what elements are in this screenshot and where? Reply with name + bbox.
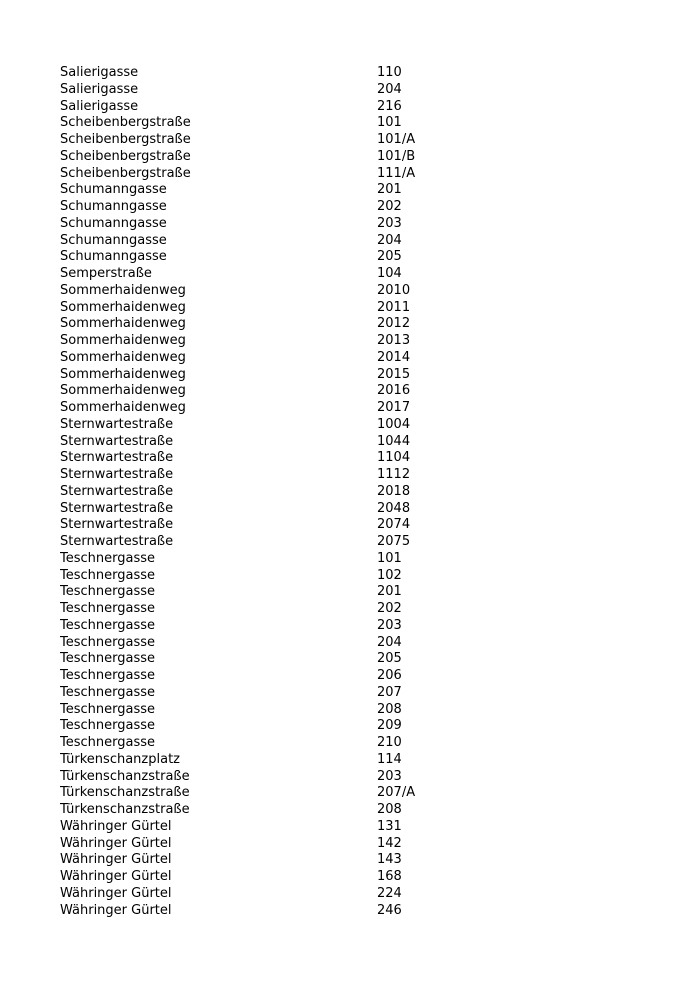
address-row <box>60 199 640 216</box>
house-number: 1044 <box>377 433 411 449</box>
street-name: Sommerhaidenweg <box>60 333 186 348</box>
address-row <box>60 115 640 132</box>
address-row <box>60 852 640 869</box>
house-number: 2074 <box>377 517 411 533</box>
address-row <box>60 316 640 333</box>
address-row <box>60 467 640 484</box>
street-name: Sternwartestraße <box>60 450 174 466</box>
street-name: Sternwartestraße <box>60 467 174 482</box>
house-number: 204 <box>377 232 402 248</box>
address-row <box>60 132 640 149</box>
house-number: 208 <box>377 802 402 817</box>
address-row <box>60 249 640 266</box>
street-name: Sommerhaidenweg <box>60 383 186 399</box>
street-name: Salierigasse <box>60 98 139 114</box>
house-number: 101 <box>377 550 402 566</box>
house-number: 1112 <box>377 467 411 482</box>
address-row <box>60 417 640 434</box>
house-number: 216 <box>377 98 402 114</box>
address-row <box>60 501 640 518</box>
street-name: Sommerhaidenweg <box>60 366 186 382</box>
house-number: 208 <box>377 701 402 717</box>
street-name: Teschnergasse <box>60 567 156 583</box>
house-number: 224 <box>377 885 402 901</box>
street-name: Türkenschanzstraße <box>60 785 190 801</box>
house-number: 2075 <box>377 534 411 549</box>
street-name: Teschnergasse <box>60 584 156 600</box>
address-row <box>60 668 640 685</box>
street-name: Sommerhaidenweg <box>60 349 186 365</box>
house-number: 203 <box>377 768 402 784</box>
house-number: 201 <box>377 182 402 198</box>
street-name: Sommerhaidenweg <box>60 299 186 315</box>
address-row <box>60 99 640 116</box>
house-number: 111/A <box>377 165 416 181</box>
street-name: Teschnergasse <box>60 601 156 616</box>
house-number: 204 <box>377 81 402 97</box>
street-name: Semperstraße <box>60 266 152 281</box>
house-number: 1004 <box>377 416 411 432</box>
house-number: 202 <box>377 199 402 214</box>
street-name: Türkenschanzstraße <box>60 768 190 784</box>
address-row <box>60 651 640 668</box>
address-row <box>60 182 640 199</box>
address-row <box>60 450 640 467</box>
house-number: 2015 <box>377 366 411 382</box>
street-name: Währinger Gürtel <box>60 902 172 918</box>
street-name: Türkenschanzstraße <box>60 802 190 817</box>
house-number: 168 <box>377 869 402 884</box>
address-row <box>60 886 640 903</box>
street-name: Schumanngasse <box>60 215 167 231</box>
street-name: Salierigasse <box>60 81 139 97</box>
address-row <box>60 551 640 568</box>
house-number: 2017 <box>377 400 411 415</box>
street-name: Salierigasse <box>60 65 139 80</box>
address-row <box>60 568 640 585</box>
address-list <box>60 65 640 919</box>
address-row <box>60 65 640 82</box>
address-row <box>60 718 640 735</box>
address-row <box>60 333 640 350</box>
street-name: Währinger Gürtel <box>60 818 172 834</box>
address-row <box>60 166 640 183</box>
street-name: Sommerhaidenweg <box>60 316 186 332</box>
street-name: Währinger Gürtel <box>60 885 172 901</box>
street-name: Währinger Gürtel <box>60 869 172 884</box>
street-name: Scheibenbergstraße <box>60 132 191 147</box>
address-row <box>60 216 640 233</box>
address-row <box>60 584 640 601</box>
address-row <box>60 350 640 367</box>
address-row <box>60 82 640 99</box>
house-number: 205 <box>377 249 402 265</box>
street-name: Sternwartestraße <box>60 416 174 432</box>
address-row <box>60 383 640 400</box>
street-name: Sternwartestraße <box>60 483 174 499</box>
address-row <box>60 635 640 652</box>
house-number: 203 <box>377 215 402 231</box>
address-row <box>60 685 640 702</box>
house-number: 205 <box>377 651 402 667</box>
address-row <box>60 618 640 635</box>
address-row <box>60 903 640 920</box>
house-number: 101 <box>377 115 402 131</box>
street-name: Teschnergasse <box>60 684 156 700</box>
street-name: Teschnergasse <box>60 651 156 667</box>
street-name: Teschnergasse <box>60 617 156 633</box>
street-name: Teschnergasse <box>60 701 156 717</box>
street-name: Schumanngasse <box>60 232 167 248</box>
street-name: Sternwartestraße <box>60 517 174 533</box>
address-row <box>60 752 640 769</box>
address-row <box>60 283 640 300</box>
address-row <box>60 367 640 384</box>
house-number: 210 <box>377 735 402 750</box>
house-number: 2016 <box>377 383 411 399</box>
address-row <box>60 300 640 317</box>
house-number: 143 <box>377 852 402 868</box>
address-row <box>60 434 640 451</box>
house-number: 203 <box>377 617 402 633</box>
house-number: 207/A <box>377 785 416 801</box>
street-name: Teschnergasse <box>60 550 156 566</box>
house-number: 246 <box>377 902 402 918</box>
address-row <box>60 802 640 819</box>
address-row <box>60 601 640 618</box>
house-number: 104 <box>377 266 402 281</box>
address-row <box>60 233 640 250</box>
street-name: Sommerhaidenweg <box>60 400 186 415</box>
house-number: 110 <box>377 65 402 80</box>
house-number: 1104 <box>377 450 411 466</box>
street-name: Teschnergasse <box>60 718 156 734</box>
street-name: Sternwartestraße <box>60 534 174 549</box>
house-number: 2012 <box>377 316 411 332</box>
address-row <box>60 400 640 417</box>
street-name: Teschnergasse <box>60 735 156 750</box>
address-row <box>60 769 640 786</box>
street-name: Türkenschanzplatz <box>60 751 180 767</box>
street-name: Scheibenbergstraße <box>60 165 191 181</box>
house-number: 2010 <box>377 282 411 298</box>
address-row <box>60 869 640 886</box>
street-name: Scheibenbergstraße <box>60 148 191 164</box>
street-name: Teschnergasse <box>60 634 156 650</box>
house-number: 201 <box>377 584 402 600</box>
house-number: 209 <box>377 718 402 734</box>
house-number: 102 <box>377 567 402 583</box>
house-number: 2048 <box>377 500 411 516</box>
house-number: 206 <box>377 668 402 683</box>
address-row <box>60 735 640 752</box>
house-number: 114 <box>377 751 402 767</box>
street-name: Währinger Gürtel <box>60 852 172 868</box>
address-row <box>60 819 640 836</box>
house-number: 2014 <box>377 349 411 365</box>
street-name: Sommerhaidenweg <box>60 282 186 298</box>
house-number: 202 <box>377 601 402 616</box>
house-number: 2018 <box>377 483 411 499</box>
house-number: 207 <box>377 684 402 700</box>
house-number: 101/B <box>377 148 416 164</box>
address-row <box>60 149 640 166</box>
address-row <box>60 484 640 501</box>
street-name: Schumanngasse <box>60 199 167 214</box>
address-row <box>60 836 640 853</box>
address-row <box>60 517 640 534</box>
house-number: 101/A <box>377 132 416 147</box>
house-number: 2013 <box>377 333 411 348</box>
address-row <box>60 534 640 551</box>
house-number: 131 <box>377 818 402 834</box>
street-name: Sternwartestraße <box>60 433 174 449</box>
house-number: 2011 <box>377 299 411 315</box>
address-row <box>60 785 640 802</box>
street-name: Scheibenbergstraße <box>60 115 191 131</box>
address-row <box>60 702 640 719</box>
street-name: Teschnergasse <box>60 668 156 683</box>
street-name: Sternwartestraße <box>60 500 174 516</box>
street-name: Währinger Gürtel <box>60 835 172 851</box>
house-number: 204 <box>377 634 402 650</box>
house-number: 142 <box>377 835 402 851</box>
street-name: Schumanngasse <box>60 182 167 198</box>
address-row <box>60 266 640 283</box>
street-name: Schumanngasse <box>60 249 167 265</box>
